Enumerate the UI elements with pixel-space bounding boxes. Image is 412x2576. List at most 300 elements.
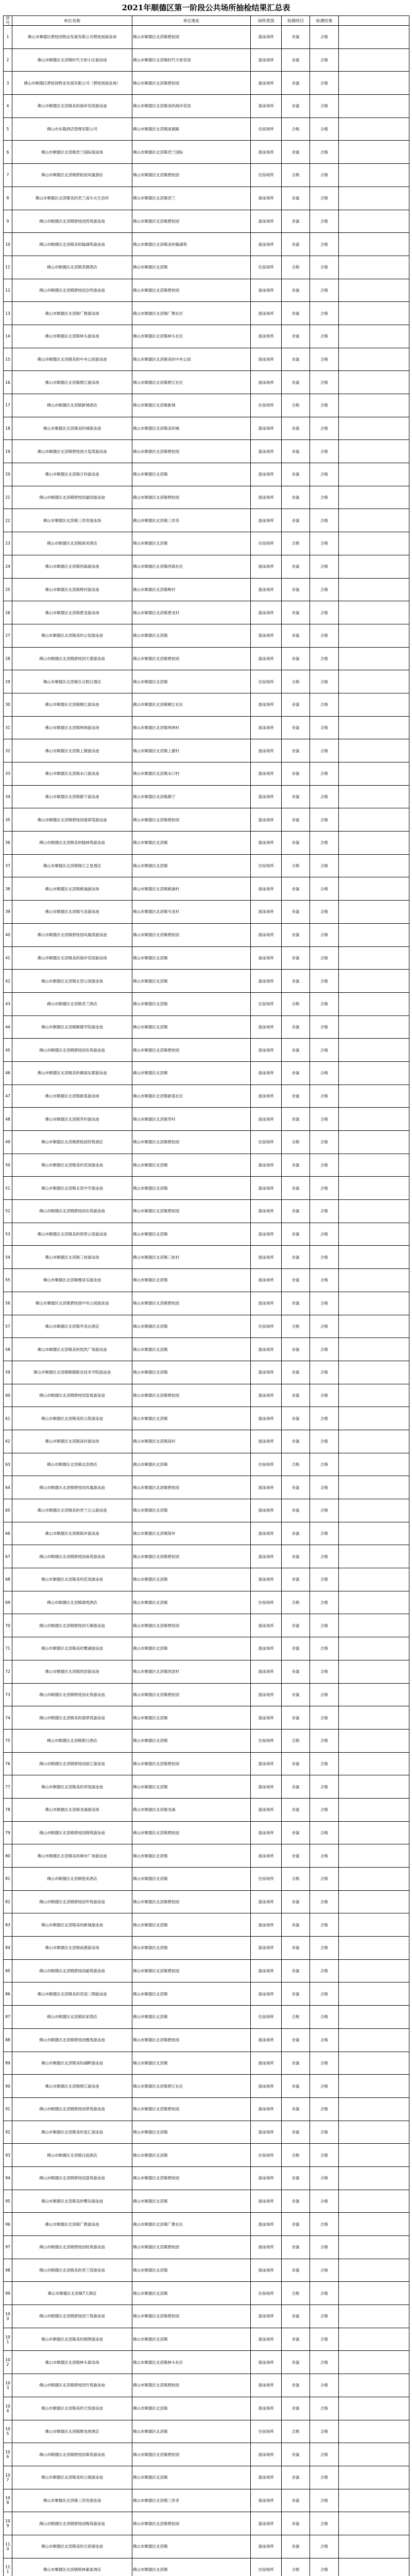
row-address: 佛山市顺德区北滘镇碧桂园 (132, 1039, 251, 1062)
row-no: 61 (4, 1407, 12, 1430)
table-row (4, 854, 409, 877)
row-type: 游泳场所 (251, 2166, 282, 2190)
table-row (4, 2397, 409, 2420)
row-result: 合格 (310, 1154, 339, 1177)
row-no: 94 (4, 2166, 12, 2190)
row-blank (339, 1937, 409, 1960)
row-blank (339, 117, 409, 141)
row-unit-name: 佛山市东隆酒店管理有限公司 (12, 117, 132, 141)
row-blank (339, 1568, 409, 1591)
row-address: 佛山市顺德区北滘镇碧桂园 (132, 440, 251, 463)
row-project: 余氯 (282, 739, 310, 762)
row-no: 39 (4, 901, 12, 924)
table-row (4, 1890, 409, 1913)
row-type: 住宿场所 (251, 164, 282, 187)
row-type: 游泳场所 (251, 739, 282, 762)
row-no: 52 (4, 1200, 12, 1223)
row-result: 合格 (310, 1061, 339, 1084)
row-no: 111 (4, 2558, 12, 2576)
row-unit-name: 佛山市顺德区北滘镇碧桂园天御游泳池 (12, 1614, 132, 1637)
row-blank (339, 555, 409, 578)
row-address: 佛山市顺德区北滘镇 (132, 1361, 251, 1384)
row-project: 余氯 (282, 1752, 310, 1775)
row-address: 佛山市顺德区北滘镇美的城 (132, 417, 251, 440)
row-project: 余氯 (282, 95, 310, 118)
row-unit-name: 佛山市顺德区北滘镇三洪奇游泳池 (12, 2489, 132, 2512)
table-row (4, 1154, 409, 1177)
row-no: 44 (4, 1015, 12, 1039)
row-no: 15 (4, 348, 12, 371)
row-no: 76 (4, 1752, 12, 1775)
row-project: 余氯 (282, 1338, 310, 1361)
row-address: 佛山市顺德区北滘镇西海社区 (132, 555, 251, 578)
row-address: 佛山市顺德区北滘镇 (132, 970, 251, 993)
row-no: 31 (4, 716, 12, 739)
row-result: 合格 (310, 2535, 339, 2558)
row-blank (339, 2512, 409, 2535)
table-row (4, 302, 409, 325)
row-result: 合格 (310, 555, 339, 578)
table-row (4, 2489, 409, 2512)
row-type: 游泳场所 (251, 1246, 282, 1269)
row-address: 佛山市顺德区北滘镇桃村 (132, 578, 251, 601)
row-no: 47 (4, 1084, 12, 1108)
row-result: 合格 (310, 1223, 339, 1246)
row-blank (339, 2075, 409, 2098)
row-address: 佛山市顺德区北滘镇美的中央公园 (132, 348, 251, 371)
row-no: 34 (4, 785, 12, 808)
row-blank (339, 302, 409, 325)
row-project: 余氯 (282, 440, 310, 463)
row-no: 75 (4, 1729, 12, 1752)
row-unit-name: 佛山市顺德区北滘镇北滘酒店 (12, 1453, 132, 1476)
row-blank (339, 1131, 409, 1154)
row-blank (339, 1039, 409, 1062)
row-project: 余氯 (282, 1407, 310, 1430)
row-blank (339, 348, 409, 371)
row-project: 余氯 (282, 1292, 310, 1315)
row-address: 佛山市顺德区北滘镇槎涌村 (132, 877, 251, 901)
row-no: 106 (4, 2443, 12, 2466)
row-project: 余氯 (282, 1545, 310, 1568)
row-project: 余氯 (282, 2351, 310, 2374)
row-no: 11 (4, 256, 12, 279)
row-unit-name: 佛山市顺德区北滘镇碧桂园天璟游泳池 (12, 647, 132, 670)
row-address: 佛山市顺德区北滘镇南源路 (132, 117, 251, 141)
row-address: 佛山市顺德区北滘镇 (132, 2259, 251, 2282)
table-row (4, 785, 409, 808)
row-blank (339, 670, 409, 693)
row-no: 40 (4, 923, 12, 946)
row-blank (339, 832, 409, 855)
row-type: 游泳场所 (251, 371, 282, 394)
row-no: 48 (4, 1108, 12, 1131)
row-blank (339, 2397, 409, 2420)
row-project: 余氯 (282, 578, 310, 601)
row-project: 合格 (282, 1868, 310, 1891)
row-project: 余氯 (282, 1683, 310, 1706)
row-type: 住宿场所 (251, 1315, 282, 1338)
row-blank (339, 72, 409, 95)
row-unit-name: 佛山市顺德区碧桂园物业发展有限公司（碧桂园游泳场） (12, 72, 132, 95)
row-blank (339, 1752, 409, 1775)
row-address: 佛山市顺德区北滘镇上僚村 (132, 739, 251, 762)
row-project: 余氯 (282, 141, 310, 164)
row-blank (339, 1200, 409, 1223)
row-no: 4 (4, 95, 12, 118)
row-unit-name: 佛山市顺德区北滘镇格林豪泰酒店 (12, 2558, 132, 2576)
row-unit-name: 佛山市顺德区北滘镇高村游泳场 (12, 1430, 132, 1453)
table-row (4, 2466, 409, 2489)
table-row (4, 1084, 409, 1108)
row-type: 游泳场所 (251, 1061, 282, 1084)
row-address: 佛山市顺德区北滘镇碧桂园 (132, 1545, 251, 1568)
row-type: 游泳场所 (251, 808, 282, 832)
row-unit-name: 佛山市顺德区北滘镇美的领贤公馆游泳池 (12, 1223, 132, 1246)
row-type: 游泳场所 (251, 486, 282, 509)
row-project: 余氯 (282, 1913, 310, 1937)
row-address: 佛山市顺德区北滘镇 (132, 2328, 251, 2351)
row-blank (339, 1476, 409, 1499)
row-type: 游泳场所 (251, 2097, 282, 2121)
row-unit-name: 佛山市顺德区北滘镇马龙游泳池 (12, 901, 132, 924)
table-row (4, 463, 409, 486)
table-row (4, 1108, 409, 1131)
row-no: 26 (4, 601, 12, 624)
row-result: 合格 (310, 2006, 339, 2029)
row-project: 余氯 (282, 486, 310, 509)
row-result: 合格 (310, 2351, 339, 2374)
row-blank (339, 1108, 409, 1131)
table-row (4, 1614, 409, 1637)
row-type: 游泳场所 (251, 2512, 282, 2535)
row-project: 余氯 (282, 509, 310, 532)
row-unit-name: 佛山市顺德区北滘镇都宁游泳池 (12, 785, 132, 808)
row-project: 余氯 (282, 1200, 310, 1223)
table-row (4, 348, 409, 371)
row-unit-name: 佛山市顺德区北滘镇碧桂园兰苑游泳池 (12, 2305, 132, 2328)
table-row (4, 1131, 409, 1154)
row-type: 游泳场所 (251, 1200, 282, 1223)
row-type: 游泳场所 (251, 48, 282, 72)
row-result: 合格 (310, 2190, 339, 2213)
row-unit-name: 佛山市顺德区北滘镇碧桂园滨江游泳池 (12, 1752, 132, 1775)
row-address: 佛山市顺德区北滘镇碧桂园 (132, 2166, 251, 2190)
row-unit-name: 佛山市顺德区北滘镇美的城市广场游泳池 (12, 1844, 132, 1868)
row-type: 游泳场所 (251, 1937, 282, 1960)
row-type: 游泳场所 (251, 1706, 282, 1730)
col-header-result: 检测结果 (310, 16, 339, 26)
row-no: 86 (4, 1982, 12, 2006)
row-no: 83 (4, 1913, 12, 1937)
row-address: 佛山市顺德区北滘镇高村 (132, 1430, 251, 1453)
row-no: 69 (4, 1591, 12, 1614)
row-address: 佛山市顺德区北滘镇碧桂园 (132, 2443, 251, 2466)
row-result: 合格 (310, 325, 339, 348)
row-address: 佛山市顺德区北滘镇新基社区 (132, 1084, 251, 1108)
row-result: 合格 (310, 832, 339, 855)
row-no: 8 (4, 187, 12, 210)
row-project: 余氯 (282, 2512, 310, 2535)
row-no: 92 (4, 2121, 12, 2144)
row-result: 合格 (310, 1407, 339, 1430)
row-no: 97 (4, 2236, 12, 2259)
row-no: 81 (4, 1868, 12, 1891)
row-unit-name: 佛山市顺德区北滘镇桃村游泳池 (12, 578, 132, 601)
table-row (4, 371, 409, 394)
row-result: 合格 (310, 2282, 339, 2305)
row-result: 合格 (310, 1660, 339, 1683)
row-project: 余氯 (282, 716, 310, 739)
row-type: 游泳场所 (251, 1660, 282, 1683)
table-row (4, 1637, 409, 1660)
row-address: 佛山市顺德区北滘镇 (132, 1338, 251, 1361)
row-blank (339, 601, 409, 624)
row-result: 合格 (310, 1752, 339, 1775)
row-blank (339, 509, 409, 532)
row-blank (339, 48, 409, 72)
row-address: 佛山市顺德区北滘镇 (132, 1568, 251, 1591)
col-header-name: 单位名称 (12, 16, 132, 26)
row-project: 合格 (282, 1453, 310, 1476)
row-project: 余氯 (282, 1269, 310, 1292)
row-address: 佛山市顺德区北滘镇碧桂园 (132, 1131, 251, 1154)
row-type: 游泳场所 (251, 187, 282, 210)
row-blank (339, 2443, 409, 2466)
row-type: 游泳场所 (251, 1269, 282, 1292)
row-blank (339, 1913, 409, 1937)
row-type: 住宿场所 (251, 532, 282, 555)
row-unit-name: 佛山市顺德区北滘镇华美达酒店 (12, 1315, 132, 1338)
row-address: 佛山市顺德区北滘镇 (132, 1269, 251, 1292)
row-blank (339, 970, 409, 993)
row-project: 余氯 (282, 417, 310, 440)
row-address: 佛山市顺德区北滘镇 (132, 992, 251, 1015)
row-result: 合格 (310, 187, 339, 210)
row-project: 合格 (282, 1315, 310, 1338)
row-no: 65 (4, 1499, 12, 1522)
row-blank (339, 1246, 409, 1269)
row-unit-name: 佛山市顺德区北滘镇碧桂园南苑游泳池 (12, 1545, 132, 1568)
row-unit-name: 佛山市顺德区北滘镇槎涌游泳场 (12, 877, 132, 901)
row-result: 合格 (310, 371, 339, 394)
row-type: 游泳场所 (251, 95, 282, 118)
row-type: 游泳场所 (251, 1683, 282, 1706)
row-no: 43 (4, 992, 12, 1015)
table-row (4, 693, 409, 716)
row-project: 余氯 (282, 1084, 310, 1108)
row-project: 余氯 (282, 1844, 310, 1868)
table-row (4, 2028, 409, 2052)
row-no: 7 (4, 164, 12, 187)
row-blank (339, 1269, 409, 1292)
row-unit-name: 佛山市顺德区北滘镇莘村游泳池 (12, 1108, 132, 1131)
row-type: 游泳场所 (251, 1430, 282, 1453)
row-project: 余氯 (282, 302, 310, 325)
row-project: 余氯 (282, 1637, 310, 1660)
table-row (4, 1384, 409, 1407)
row-project: 合格 (282, 1591, 310, 1614)
row-type: 游泳场所 (251, 1223, 282, 1246)
row-project: 合格 (282, 2420, 310, 2443)
table-row (4, 923, 409, 946)
row-no: 62 (4, 1430, 12, 1453)
row-address: 佛山市顺德区北滘镇碧桂园 (132, 2236, 251, 2259)
row-blank (339, 762, 409, 786)
table-row (4, 739, 409, 762)
row-no: 95 (4, 2190, 12, 2213)
table-row (4, 1798, 409, 1821)
row-unit-name: 佛山市顺德区北滘镇美的星汇游泳池 (12, 2121, 132, 2144)
row-unit-name: 佛山市顺德区北滘镇坤洲游泳场 (12, 716, 132, 739)
row-blank (339, 1453, 409, 1476)
row-project: 余氯 (282, 1223, 310, 1246)
row-blank (339, 716, 409, 739)
row-no: 42 (4, 970, 12, 993)
table-row (4, 2374, 409, 2397)
row-blank (339, 1637, 409, 1660)
row-type: 游泳场所 (251, 2052, 282, 2075)
row-project: 余氯 (282, 877, 310, 901)
row-result: 合格 (310, 1798, 339, 1821)
row-no: 108 (4, 2489, 12, 2512)
row-result: 合格 (310, 164, 339, 187)
row-blank (339, 1292, 409, 1315)
row-blank (339, 1499, 409, 1522)
row-result: 合格 (310, 2443, 339, 2466)
row-result: 合格 (310, 210, 339, 233)
table-row (4, 877, 409, 901)
row-type: 游泳场所 (251, 877, 282, 901)
table-row (4, 2351, 409, 2374)
row-no: 9 (4, 210, 12, 233)
row-result: 合格 (310, 348, 339, 371)
row-type: 游泳场所 (251, 2374, 282, 2397)
row-unit-name: 佛山市顺德区北滘镇美的翡翠湾游泳池 (12, 1706, 132, 1730)
row-project: 余氯 (282, 1798, 310, 1821)
row-type: 游泳场所 (251, 1614, 282, 1637)
row-type: 游泳场所 (251, 509, 282, 532)
row-blank (339, 2420, 409, 2443)
row-type: 游泳场所 (251, 1752, 282, 1775)
row-unit-name: 佛山市顺德区北滘镇顺江游泳池 (12, 693, 132, 716)
row-project: 余氯 (282, 601, 310, 624)
row-blank (339, 2351, 409, 2374)
row-address: 佛山市顺德区北滘镇时代天骄花园 (132, 48, 251, 72)
row-no: 22 (4, 509, 12, 532)
row-no: 5 (4, 117, 12, 141)
table-row (4, 1959, 409, 1982)
row-project: 余氯 (282, 1499, 310, 1522)
table-row (4, 1315, 409, 1338)
row-result: 合格 (310, 532, 339, 555)
row-no: 68 (4, 1568, 12, 1591)
row-type: 游泳场所 (251, 233, 282, 256)
row-address: 佛山市顺德区北滘镇简岸 (132, 1522, 251, 1545)
row-address: 佛山市顺德区北滘镇 (132, 2190, 251, 2213)
row-no: 19 (4, 440, 12, 463)
row-project: 余氯 (282, 2121, 310, 2144)
row-result: 合格 (310, 2466, 339, 2489)
row-unit-name: 佛山市顺德区北滘镇美的君兰湾游泳池 (12, 2259, 132, 2282)
row-result: 合格 (310, 141, 339, 164)
row-unit-name: 佛山市顺德区北滘镇万科游泳池 (12, 463, 132, 486)
row-unit-name: 佛山市顺德区北滘镇时代天骄小区游泳场 (12, 48, 132, 72)
row-project: 余氯 (282, 348, 310, 371)
table-row (4, 440, 409, 463)
row-type: 游泳场所 (251, 555, 282, 578)
row-blank (339, 1522, 409, 1545)
row-blank (339, 2052, 409, 2075)
row-no: 91 (4, 2097, 12, 2121)
row-blank (339, 463, 409, 486)
table-row (4, 1568, 409, 1591)
row-blank (339, 854, 409, 877)
table-row (4, 2558, 409, 2576)
row-blank (339, 233, 409, 256)
row-no: 46 (4, 1061, 12, 1084)
row-type: 游泳场所 (251, 1108, 282, 1131)
row-project: 余氯 (282, 1177, 310, 1200)
row-result: 合格 (310, 2097, 339, 2121)
row-address: 佛山市顺德区北滘镇 (132, 1453, 251, 1476)
row-unit-name: 佛山市顺德区北滘镇碧桂园菊苑游泳池 (12, 2443, 132, 2466)
row-project: 余氯 (282, 371, 310, 394)
row-unit-name: 佛山市顺德区北滘镇碧桂园竹苑游泳池 (12, 2374, 132, 2397)
row-blank (339, 2374, 409, 2397)
row-result: 合格 (310, 1683, 339, 1706)
row-project: 余氯 (282, 2190, 310, 2213)
row-project: 余氯 (282, 1614, 310, 1637)
row-result: 合格 (310, 785, 339, 808)
row-address: 佛山市顺德区北滘镇碧桂园 (132, 1476, 251, 1499)
row-type: 游泳场所 (251, 2028, 282, 2052)
row-address: 佛山市顺德区北滘镇 (132, 1223, 251, 1246)
table-row (4, 2097, 409, 2121)
row-type: 住宿场所 (251, 2006, 282, 2029)
table-row (4, 95, 409, 118)
row-no: 107 (4, 2466, 12, 2489)
row-result: 合格 (310, 1430, 339, 1453)
row-result: 合格 (310, 1775, 339, 1799)
row-type: 游泳场所 (251, 1292, 282, 1315)
row-address: 佛山市顺德区北滘镇碧桂园 (132, 923, 251, 946)
row-result: 合格 (310, 2075, 339, 2098)
row-result: 合格 (310, 1292, 339, 1315)
row-blank (339, 1315, 409, 1338)
row-unit-name: 佛山市顺德区北滘镇美的云筑游泳池 (12, 1407, 132, 1430)
row-no: 84 (4, 1937, 12, 1960)
row-type: 游泳场所 (251, 578, 282, 601)
row-address: 佛山市顺德区北滘镇林头社区 (132, 325, 251, 348)
row-unit-name: 佛山市顺德区北滘镇碧桂园中央公园游泳池 (12, 1292, 132, 1315)
table-row (4, 1200, 409, 1223)
row-address: 佛山市顺德区北滘镇三洪奇 (132, 509, 251, 532)
row-type: 住宿场所 (251, 394, 282, 417)
row-address: 佛山市顺德区北滘镇广教社区 (132, 302, 251, 325)
row-no: 104 (4, 2397, 12, 2420)
row-blank (339, 992, 409, 1015)
row-no: 16 (4, 371, 12, 394)
row-result: 合格 (310, 1706, 339, 1730)
row-result: 合格 (310, 1821, 339, 1844)
row-blank (339, 1890, 409, 1913)
row-project: 余氯 (282, 1430, 310, 1453)
row-no: 38 (4, 877, 12, 901)
row-no: 17 (4, 394, 12, 417)
row-unit-name: 佛山市顺德区北滘镇顺德学院游泳池 (12, 1015, 132, 1039)
row-unit-name: 佛山市顺德区北滘镇碧桂园凤凰湾游泳池 (12, 923, 132, 946)
